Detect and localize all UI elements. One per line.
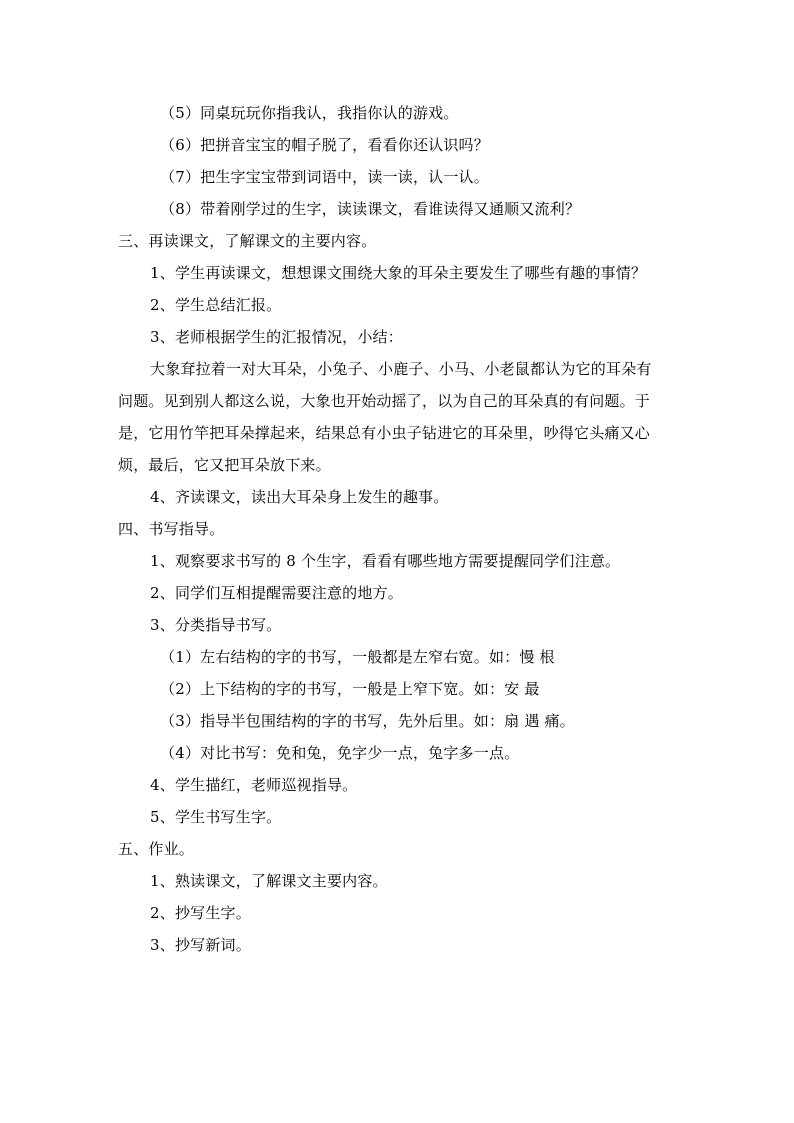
section-3-item-4: 4、齐读课文，读出大耳朵身上发生的趣事。: [150, 488, 449, 506]
section-4-item-5: 5、学生书写生字。: [150, 808, 282, 826]
section-5-item-3: 3、抄写新词。: [150, 936, 251, 954]
section-4-item-3: 3、分类指导书写。: [150, 616, 282, 634]
section-4-item-2: 2、同学们互相提醒需要注意的地方。: [150, 584, 403, 602]
summary-line-1: 大象耷拉着一对大耳朵，小兔子、小鹿子、小马、小老鼠都认为它的耳朵有: [150, 360, 652, 378]
section-3-item-2: 2、学生总结汇报。: [150, 296, 282, 314]
section-3-item-3: 3、老师根据学生的汇报情况，小结：: [150, 328, 403, 346]
section-5-item-2: 2、抄写生字。: [150, 904, 251, 922]
summary-line-4: 烦，最后，它又把耳朵放下来。: [118, 456, 331, 474]
sub-step-7: （7）把生字宝宝带到词语中，读一读，认一认。: [160, 168, 489, 186]
section-4-item-1: 1、观察要求书写的 8 个生字，看看有哪些地方需要提醒同学们注意。: [150, 552, 621, 570]
section-3-heading: 三、再读课文，了解课文的主要内容。: [118, 232, 377, 250]
sub-step-8: （8）带着刚学过的生字，读读课文，看谁读得又通顺又流利？: [160, 200, 581, 218]
section-4-sub-item-4: （4）对比书写：免和兔，免字少一点，兔字多一点。: [160, 744, 520, 762]
section-5-heading: 五、作业。: [118, 840, 195, 858]
section-4-item-4: 4、学生描红，老师巡视指导。: [150, 776, 358, 794]
section-4-sub-item-1: （1）左右结构的字的书写，一般都是左窄右宽。如：慢 根: [160, 648, 555, 666]
sub-step-5: （5）同桌玩玩你指我认，我指你认的游戏。: [160, 104, 459, 122]
section-3-item-1: 1、学生再读课文，想想课文围绕大象的耳朵主要发生了哪些有趣的事情？: [150, 264, 647, 282]
summary-line-3: 是，它用竹竿把耳朵撑起来，结果总有小虫子钻进它的耳朵里，吵得它头痛又心: [118, 424, 651, 442]
sub-step-6: （6）把拼音宝宝的帽子脱了，看看你还认识吗？: [160, 136, 489, 154]
section-4-sub-item-2: （2）上下结构的字的书写，一般是上窄下宽。如：安 最: [160, 680, 540, 698]
section-5-item-1: 1、熟读课文，了解课文主要内容。: [150, 872, 388, 890]
section-4-sub-item-3: （3）指导半包围结构的字的书写，先外后里。如：扇 遇 痛。: [160, 712, 575, 730]
summary-line-2: 问题。见到别人都这么说，大象也开始动摇了，以为自己的耳朵真的有问题。于: [118, 392, 651, 410]
section-4-heading: 四、书写指导。: [118, 520, 225, 538]
